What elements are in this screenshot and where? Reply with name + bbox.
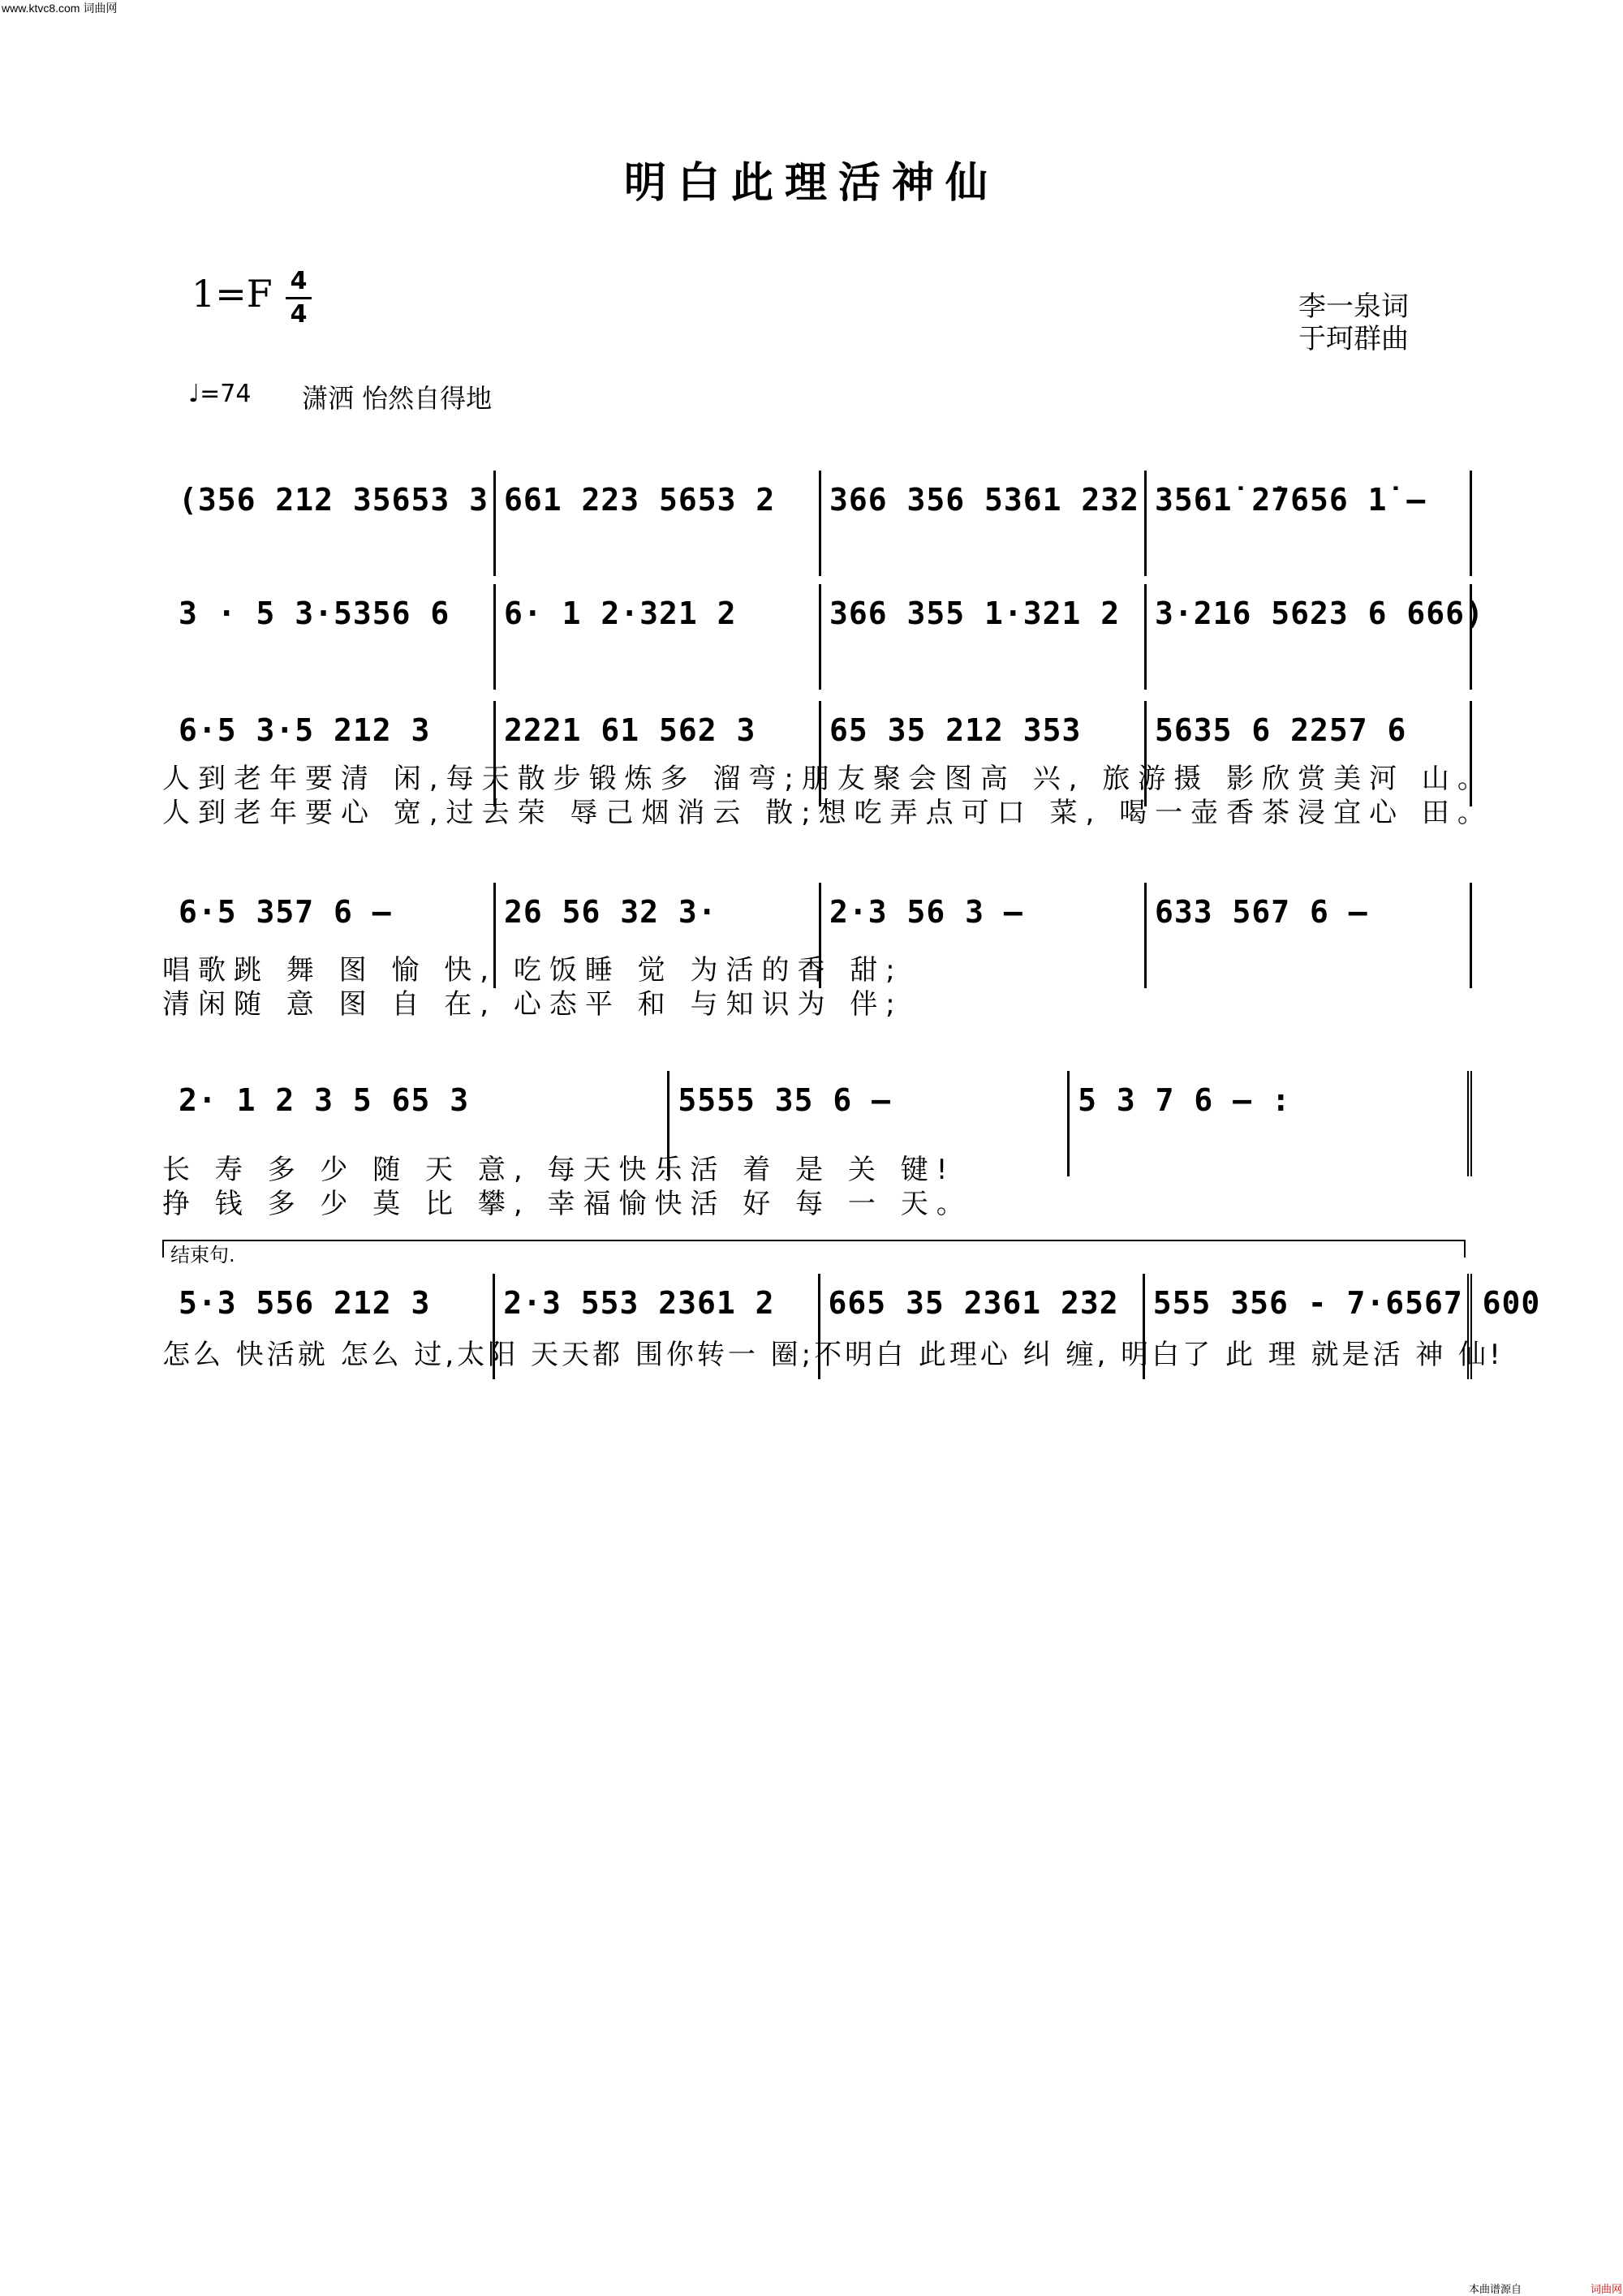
site-header: www.ktvc8.com 词曲网 [2,2,118,15]
measure-notes: 5555 35 6 – [678,1082,891,1118]
measure-notes: 633 567 6 – [1155,894,1368,930]
measure [819,584,1144,690]
ending-bracket [162,1240,1466,1258]
measure-notes: 6·5 3·5 212 3 [179,712,431,748]
measure-notes: 3561̇ 2̇7656 1̇ – [1155,482,1427,518]
lyricist: 李一泉词 [1298,290,1409,323]
measure [170,584,493,690]
time-signature [284,268,313,329]
time-signature-bottom: 4 [290,300,308,329]
measure-row [170,471,1472,576]
measure-notes: 2·3 553 2361 2 [503,1285,775,1321]
measure-notes: 2221 61 562 3 [504,712,756,748]
lyrics-verse-1: 长 寿 多 少 随 天 意, 每天快乐活 着 是 关 键! [162,1154,956,1186]
expression-mark: 潇洒 怡然自得地 [302,383,493,414]
measure [493,584,819,690]
time-signature-top: 4 [290,267,308,295]
lyrics-verse-2: 清闲随 意 图 自 在, 心态平 和 与知识为 伴; [162,988,903,1021]
measure-notes: 555 356 - 7·6567 600 [1152,1285,1541,1321]
measure-notes: 3 · 5 3·5356 6 [179,595,450,631]
measure [1144,471,1472,576]
song-title: 明白此理活神仙 [623,158,999,208]
lyrics-verse-1: 唱歌跳 舞 图 愉 快, 吃饭睡 觉 为活的香 甜; [162,954,903,987]
measure-notes: 5 3 7 6 – : [1078,1082,1291,1118]
time-signature-bar [286,297,312,299]
lyrics-verse-1: 人到老年要清 闲,每天散步锻炼多 溜弯;朋友聚会图高 兴, 旅游摄 影欣赏美河 山。 [162,763,1493,795]
footer-source: 本曲谱源自 [1469,2284,1522,2296]
lyrics-ending: 怎么 快活就 怎么 过,太阳 天天都 围你转一 圈;不明白 此理心 纠 缠, 明白了 此 理 就是活 神 仙! [162,1339,1504,1371]
composer: 于珂群曲 [1298,323,1409,355]
measure [493,471,819,576]
measure-notes: 665 35 2361 232 [828,1285,1119,1321]
measure-notes: (356 212 35653 3 [179,482,489,518]
key-signature: 1=F [192,272,273,316]
lyrics-verse-2: 挣 钱 多 少 莫 比 攀, 幸福愉快活 好 每 一 天。 [162,1188,972,1220]
measure-notes: 5·3 556 212 3 [179,1285,431,1321]
measure [1144,584,1484,690]
measure-notes: 366 356 5361 232 [829,482,1140,518]
measure-row [170,584,1484,690]
footer-site: 词曲网 [1591,2284,1623,2296]
ending-label: 结束句. [170,1244,235,1266]
measure-notes: 3·216 5623 6 666) [1155,595,1484,631]
measure-notes: 26 56 32 3· [504,894,717,930]
measure-notes: 65 35 212 353 [829,712,1082,748]
tempo-mark: ♩=74 [188,380,252,408]
measure-notes: 5635 6 2257 6 [1155,712,1407,748]
measure-notes: 2· 1 2 3 5 65 3 [179,1082,470,1118]
measure-notes: 661 223 5653 2 [504,482,776,518]
measure-notes: 6· 1 2·321 2 [504,595,737,631]
measure-notes: 6·5 357 6 – [179,894,392,930]
measure-notes: 2·3 56 3 – [829,894,1023,930]
lyrics-verse-2: 人到老年要心 宽,过去荣 辱己烟消云 散;想吃弄点可口 菜, 喝一壶香茶浸宜心 田。 [162,797,1493,829]
measure-notes: 366 355 1·321 2 [829,595,1121,631]
measure [819,471,1144,576]
measure [170,471,493,576]
